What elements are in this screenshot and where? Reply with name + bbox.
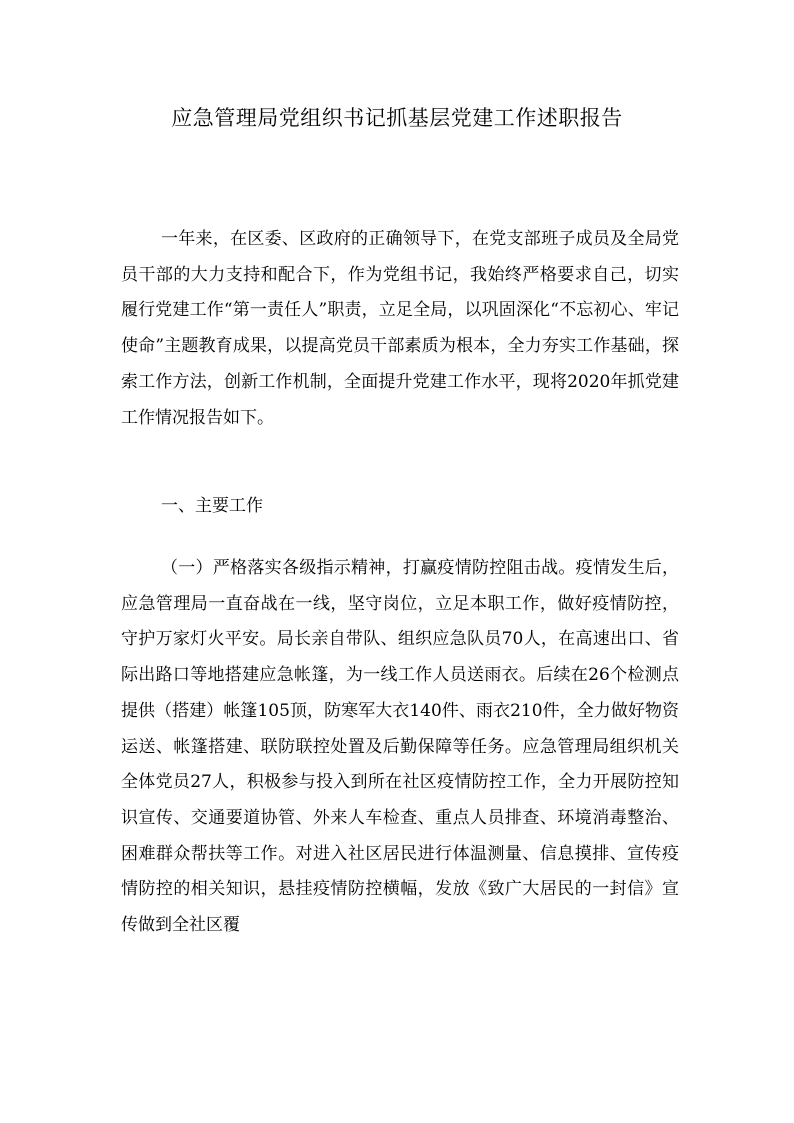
- section-paragraph: （一）严格落实各级指示精神，打赢疫情防控阻击战。疫情发生后，应急管理局一直奋战在一线，坚守岗位，立足本职工作，做好疫情防控，守护万家灯火平安。局长亲自带队、组织应急队员70人，在高速出口、省际出路口等地搭建应急帐篷，为一线工作人员送雨衣。后续在26个检测点提供（搭建）帐篷105顶，防寒军大衣140件、雨衣210件，全力做好物资运送、帐篷搭建、联防联控处置及后勤保障等任务。应急管理局组织机关全体党员27人，积极参与投入到所在社区疫情防控工作，全力开展防控知识宣传、交通要道协管、外来人车检查、重点人员排查、环境消毒整治、困难群众帮扶等工作。对进入社区居民进行体温测量、信息摸排、宣传疫情防控的相关知识，悬挂疫情防控横幅，发放《致广大居民的一封信》宣传做到全社区覆: [121, 558, 679, 936]
- intro-paragraph: 一年来，在区委、区政府的正确领导下，在党支部班子成员及全局党员干部的大力支持和配合下，作为党组书记，我始终严格要求自己，切实履行党建工作“第一责任人”职责，立足全局，以巩固深化“不忘初心、牢记使命”主题教育成果，以提高党员干部素质为根本，全力夯实工作基础，探索工作方法，创新工作机制，全面提升党建工作水平，现将2020年抓党建工作情况报告如下。: [121, 229, 679, 428]
- section-heading: 一、主要工作: [161, 496, 263, 516]
- document-title: 应急管理局党组织书记抓基层党建工作述职报告: [171, 106, 623, 130]
